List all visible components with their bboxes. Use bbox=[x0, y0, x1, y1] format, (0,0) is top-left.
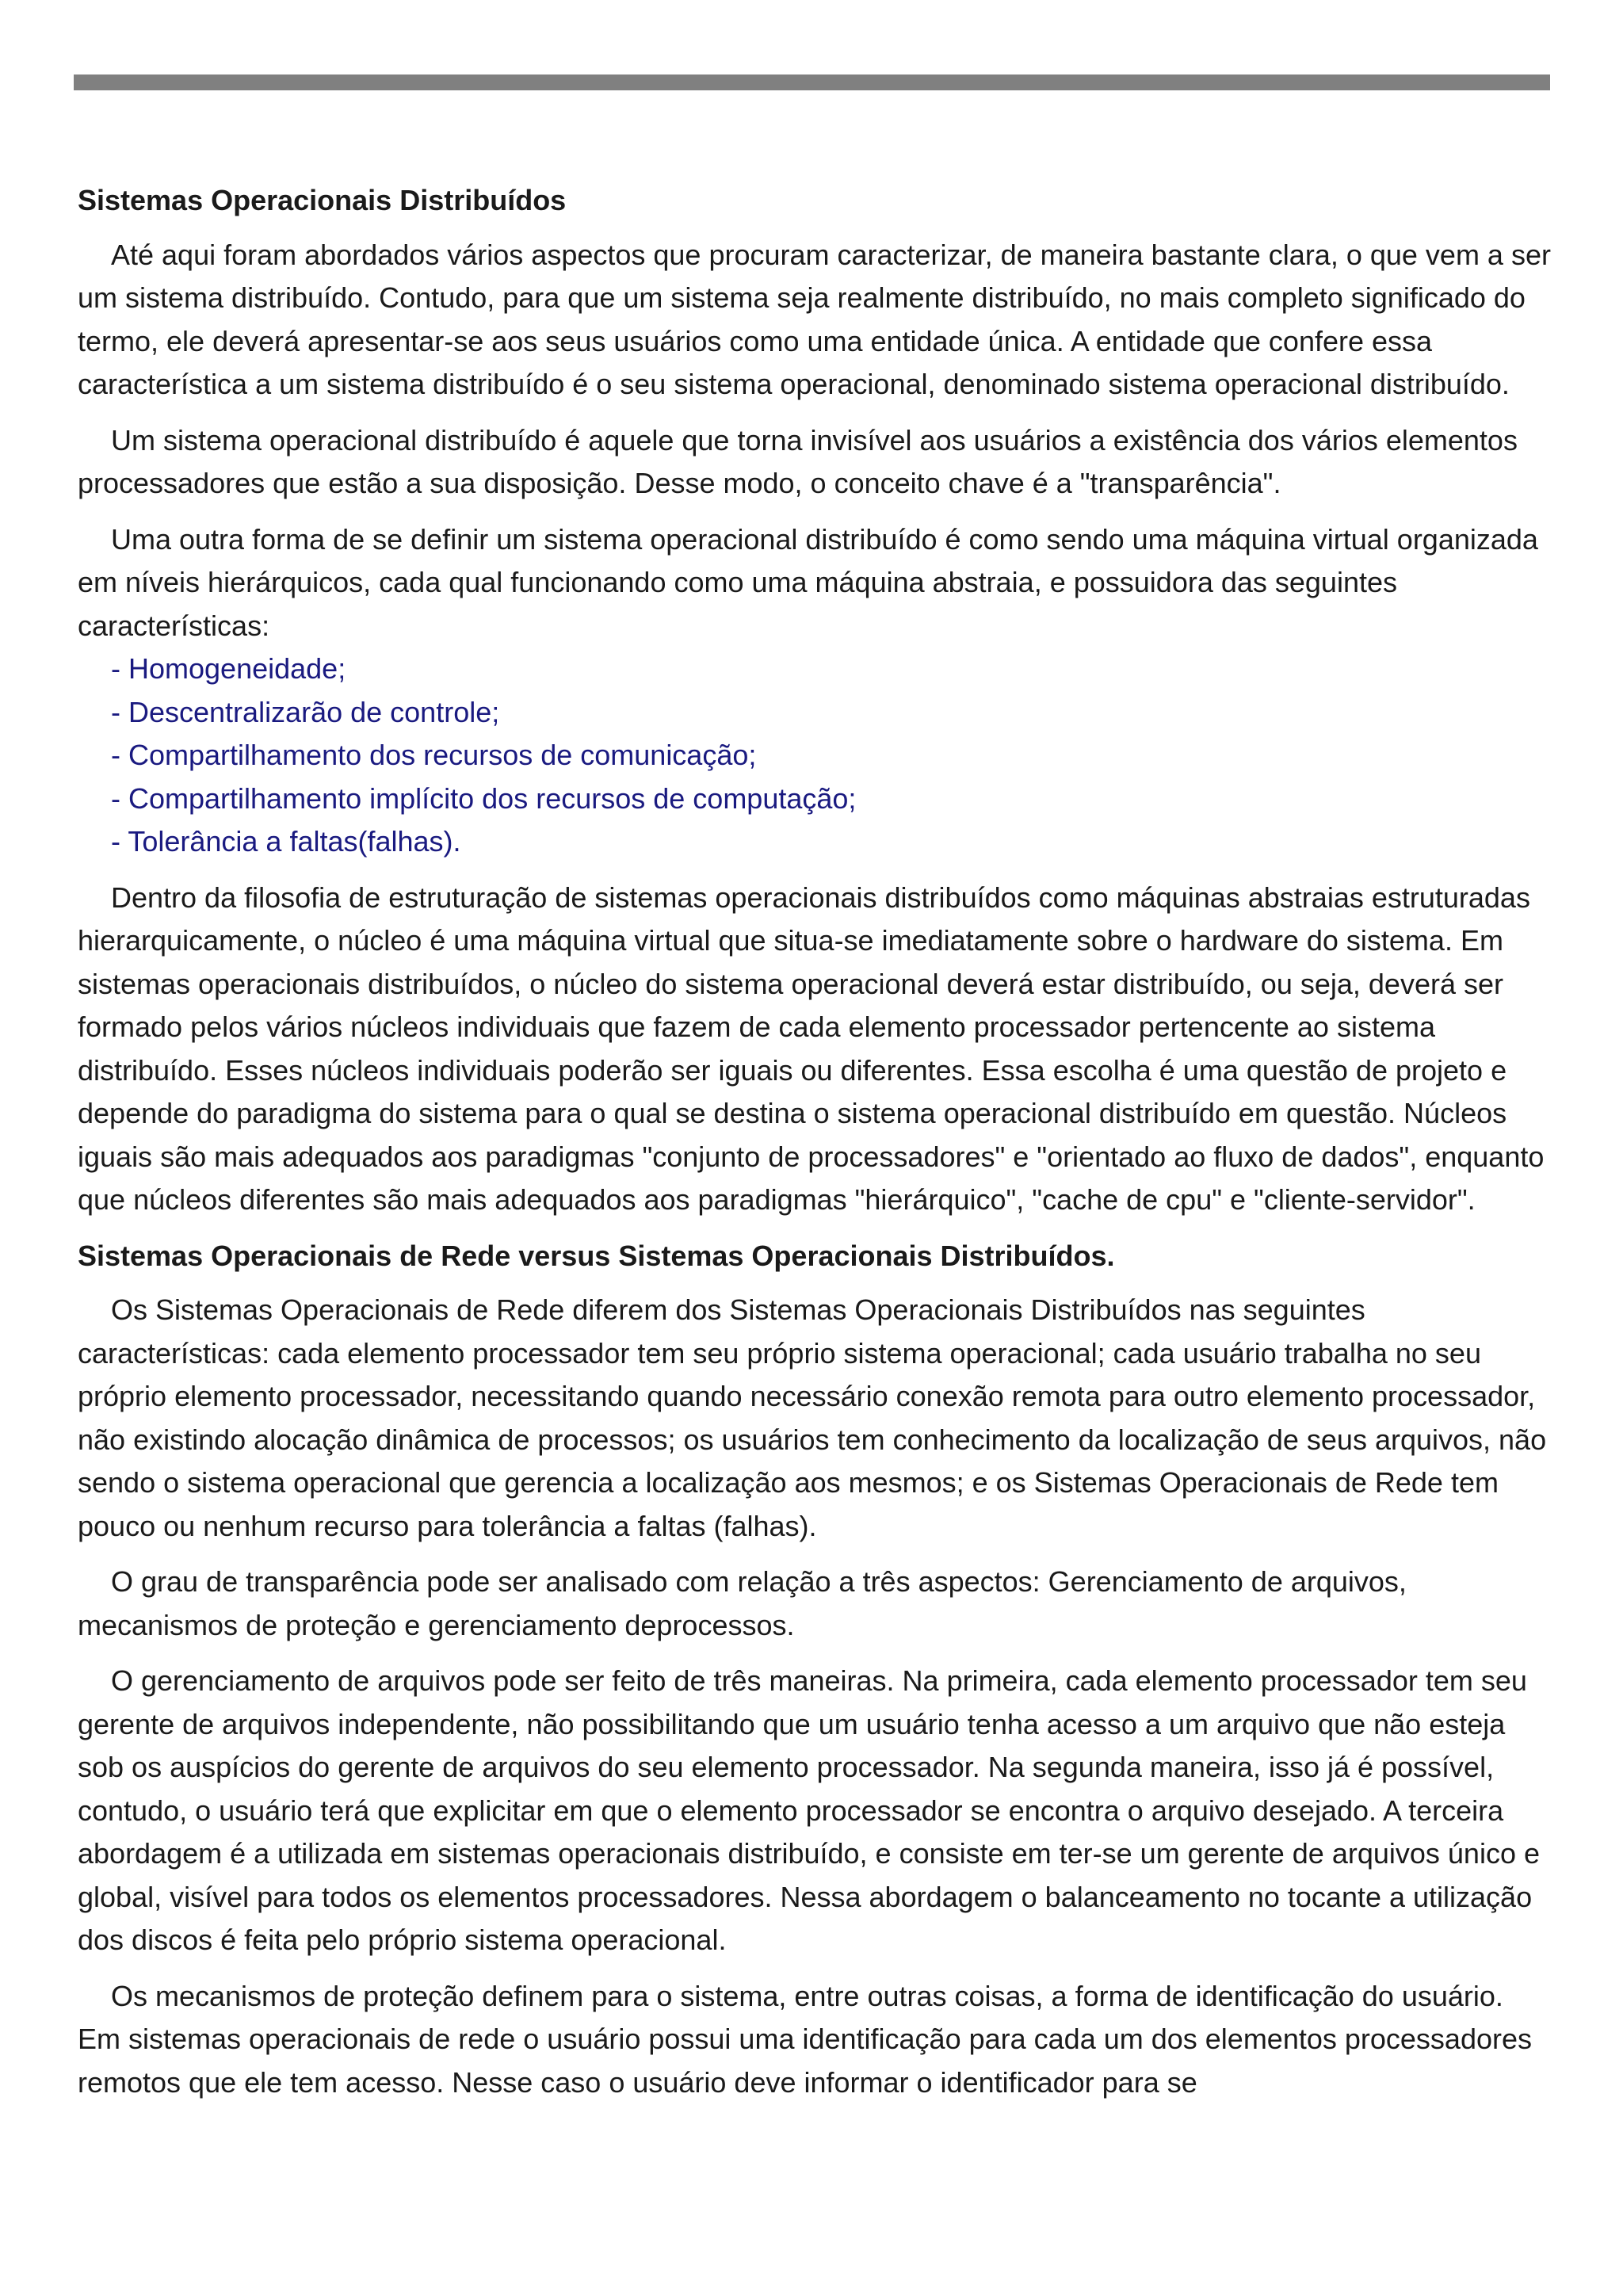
list-item: - Compartilhamento implícito dos recursos de computação; bbox=[111, 781, 857, 815]
paragraph: O grau de transparência pode ser analisado com relação a três aspectos: Gerenciamento de arquivos, mecanismos de proteção e gerenciamento deprocessos. bbox=[78, 1565, 1407, 1641]
paragraph: O gerenciamento de arquivos pode ser feito de três maneiras. Na primeira, cada elemento processador tem seu gerente de arquivos independente, não possibilitando que um usuário tenha acesso a um arquivo que não esteja sob os auspícios do gerente de arquivos do seu elemento processador. Na segunda maneira, isso já é possível, contudo, o usuário terá que explicitar em que o elemento processador se encontra o arquivo desejado. A terceira abordagem é a utilizada em sistemas operacionais distribuído, e consiste em ter-se um gerente de arquivos único e global, visível para todos os elementos processadores. Nessa abordagem o balanceamento no tocante a utilização dos discos é feita pelo próprio sistema operacional. bbox=[78, 1664, 1540, 1956]
section-heading: Sistemas Operacionais de Rede versus Sistemas Operacionais Distribuídos. bbox=[78, 1239, 1115, 1272]
section-heading: Sistemas Operacionais Distribuídos bbox=[78, 184, 567, 216]
characteristics-list bbox=[111, 648, 1552, 864]
paragraph: Os Sistemas Operacionais de Rede diferem dos Sistemas Operacionais Distribuídos nas seguintes características: cada elemento processador tem seu próprio sistema operacional; cada usuário trabalha no seu próprio elemento processador, necessitando quando necessário conexão remota para outro elemento processador, não existindo alocação dinâmica de processos; os usuários tem conhecimento da localização de seus arquivos, não sendo o sistema operacional que gerencia a localização aos mesmos; e os Sistemas Operacionais de Rede tem pouco ou nenhum recurso para tolerância a faltas (falhas). bbox=[78, 1293, 1547, 1542]
paragraph: Um sistema operacional distribuído é aquele que torna invisível aos usuários a existência dos vários elementos processadores que estão a sua disposição. Desse modo, o conceito chave é a "transparência". bbox=[78, 423, 1518, 499]
header-divider-bar bbox=[74, 74, 1550, 90]
list-item: - Descentralizarão de controle; bbox=[111, 695, 500, 728]
list-item: - Tolerância a faltas(falhas). bbox=[111, 825, 461, 858]
paragraph: Até aqui foram abordados vários aspectos que procuram caracterizar, de maneira bastante clara, o que vem a ser um sistema distribuído. Contudo, para que um sistema seja realmente distribuído, no mais completo significado do termo, ele deverá apresentar-se aos seus usuários como uma entidade única. A entidade que confere essa característica a um sistema distribuído é o seu sistema operacional, denominado sistema operacional distribuído. bbox=[78, 238, 1551, 400]
paragraph: Uma outra forma de se definir um sistema operacional distribuído é como sendo uma máquina virtual organizada em níveis hierárquicos, cada qual funcionando como uma máquina abstraia, e possuidora das seguintes características: bbox=[78, 522, 1538, 642]
paragraph: Os mecanismos de proteção definem para o sistema, entre outras coisas, a forma de identificação do usuário. Em sistemas operacionais de rede o usuário possui uma identificação para cada um dos elementos processadores remotos que ele tem acesso. Nesse caso o usuário deve informar o identificador para se bbox=[78, 1979, 1532, 2099]
document-body bbox=[78, 179, 1552, 2117]
list-item: - Compartilhamento dos recursos de comunicação; bbox=[111, 739, 757, 771]
list-item: - Homogeneidade; bbox=[111, 652, 346, 685]
paragraph: Dentro da filosofia de estruturação de sistemas operacionais distribuídos como máquinas abstraias estruturadas hierarquicamente, o núcleo é uma máquina virtual que situa-se imediatamente sobre o hardware do sistema. Em sistemas operacionais distribuídos, o núcleo do sistema operacional deverá estar distribuído, ou seja, deverá ser formado pelos vários núcleos individuais que fazem de cada elemento processador pertencente ao sistema distribuído. Esses núcleos individuais poderão ser iguais ou diferentes. Essa escolha é uma questão de projeto e depende do paradigma do sistema para o qual se destina o sistema operacional distribuído em questão. Núcleos iguais são mais adequados aos paradigmas "conjunto de processadores" e "orientado ao fluxo de dados", enquanto que núcleos diferentes são mais adequados aos paradigmas "hierárquico", "cache de cpu" e "cliente-servidor". bbox=[78, 881, 1545, 1216]
